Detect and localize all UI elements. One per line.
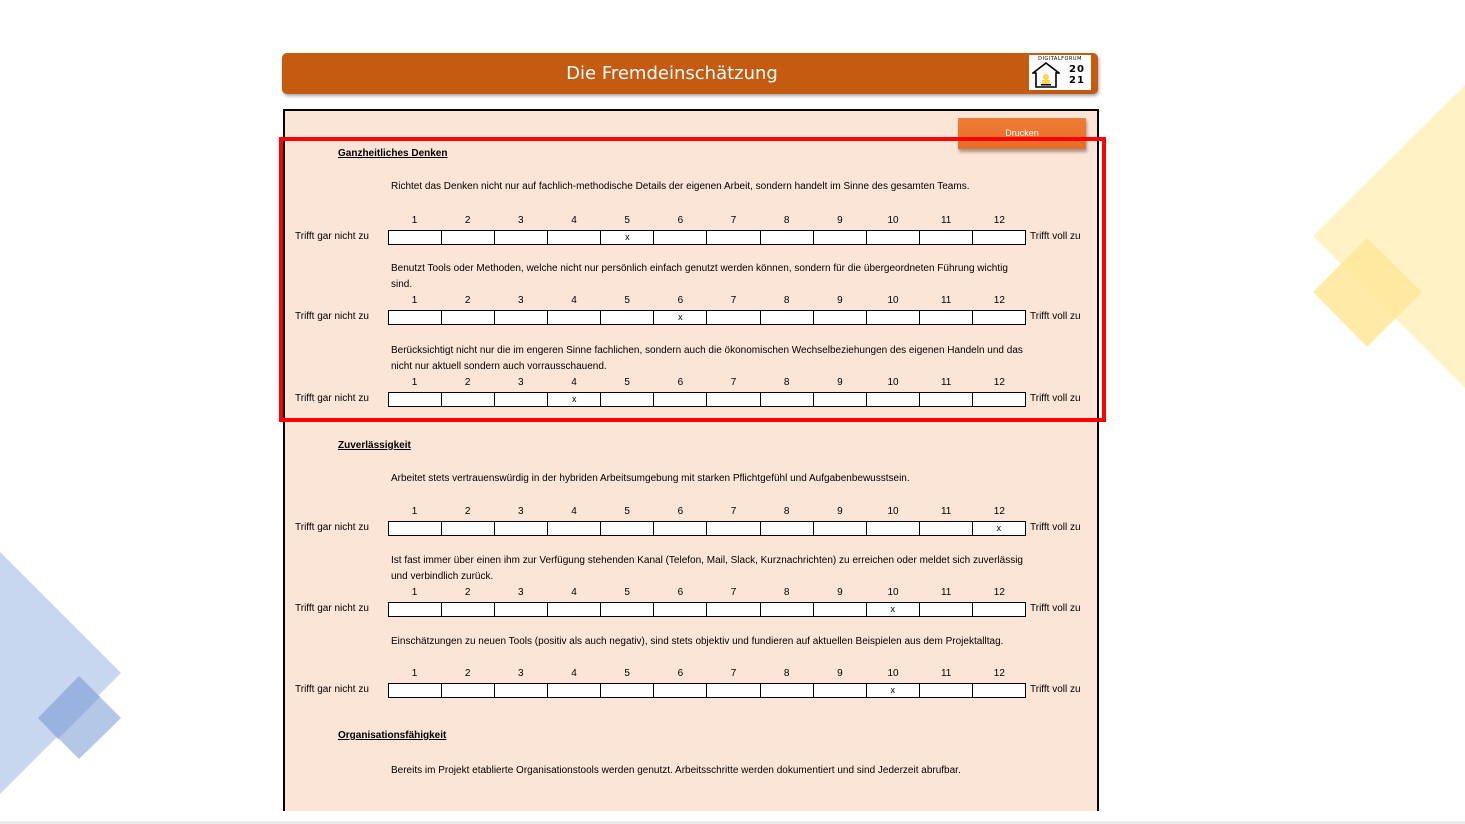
rating-cell-2[interactable] [442,603,495,616]
rating-cell-9[interactable] [814,231,867,244]
rating-cell-1[interactable] [389,684,442,697]
section-heading: Ganzheitliches Denken [338,148,448,159]
rating-cell-11[interactable] [920,393,973,406]
rating-cell-1[interactable] [389,603,442,616]
scale-label-right: Trifft voll zu [1030,393,1081,404]
rating-cell-11[interactable] [920,603,973,616]
rating-cell-5[interactable] [601,522,654,535]
scale-number: 11 [940,587,952,598]
scale-number: 4 [571,377,577,388]
scale-number: 7 [730,587,737,598]
statement-text: Benutzt Tools oder Methoden, welche nicht nur persönlich einfach genutzt werden können, sondern für die übergeordneten Führung wichtig sind. [391,263,1008,290]
scale-number: 7 [730,506,737,517]
scale-number: 2 [464,587,471,598]
rating-cell-3[interactable] [495,603,548,616]
scale-number: 5 [624,295,630,306]
scale-number: 10 [887,295,899,306]
scale-number: 5 [624,587,630,598]
rating-cell-7[interactable] [707,684,760,697]
scale-label-right: Trifft voll zu [1030,311,1081,322]
scale-number: 7 [730,668,737,679]
rating-cell-9[interactable] [814,522,867,535]
scale-number: 8 [783,587,790,598]
scale-number: 6 [677,215,684,226]
scale-number: 4 [571,587,577,598]
rating-cell-5[interactable] [601,311,654,324]
scale-number: 12 [993,668,1005,679]
rating-cell-4[interactable]: x [548,393,601,406]
scale-number: 11 [940,295,952,306]
rating-cell-2[interactable] [442,311,495,324]
rating-cell-7[interactable] [707,393,760,406]
scale-label-right: Trifft voll zu [1030,231,1081,242]
scale-number: 7 [730,377,737,388]
scale-number: 12 [993,587,1005,598]
house-icon [1032,62,1060,88]
rating-cell-9[interactable] [814,311,867,324]
rating-cell-9[interactable] [814,603,867,616]
rating-cell-12[interactable] [973,311,1025,324]
rating-cell-12[interactable] [973,603,1025,616]
scale-label-left: Trifft gar nicht zu [295,684,369,695]
rating-cell-3[interactable] [495,522,548,535]
yellow-diamond-large [1313,85,1465,388]
scale-number: 1 [411,587,418,598]
rating-cell-11[interactable] [920,311,973,324]
scale-number: 9 [837,668,843,679]
scale-number: 8 [783,377,790,388]
scale-number: 6 [677,506,684,517]
scale-number: 4 [571,215,577,226]
rating-cell-7[interactable] [707,603,760,616]
scale-number: 1 [411,668,418,679]
scale-number: 9 [837,506,843,517]
scale-number: 5 [624,506,630,517]
logo-year-bottom: 21 [1069,75,1085,86]
scale-number: 3 [518,506,524,517]
scale-number: 3 [518,587,524,598]
rating-cell-8[interactable] [761,684,814,697]
scale-number: 4 [571,668,577,679]
rating-cell-2[interactable] [442,393,495,406]
rating-cell-11[interactable] [920,522,973,535]
scale-number: 6 [677,587,684,598]
scale-label-left: Trifft gar nicht zu [295,231,369,242]
rating-cell-6[interactable] [654,603,707,616]
rating-cell-5[interactable] [601,393,654,406]
rating-cell-5[interactable] [601,603,654,616]
rating-cell-4[interactable] [548,603,601,616]
rating-cell-6[interactable] [654,684,707,697]
scale-number: 5 [624,668,630,679]
rating-cell-12[interactable] [973,231,1025,244]
rating-cell-10[interactable] [867,231,920,244]
scale-number: 9 [837,377,843,388]
scale-number: 5 [624,377,630,388]
rating-cell-2[interactable] [442,522,495,535]
scale-number: 1 [411,377,418,388]
statement-text: Arbeitet stets vertrauenswürdig in der hybriden Arbeitsumgebung mit starken Pflichtgefühl und Aufgabenbewusstsein. [391,473,910,484]
rating-cell-7[interactable] [707,231,760,244]
scale-number: 12 [993,295,1005,306]
rating-scale [388,310,1026,325]
rating-cell-8[interactable] [761,311,814,324]
rating-sheet [283,109,1099,811]
rating-cell-9[interactable] [814,393,867,406]
rating-cell-5[interactable] [601,684,654,697]
rating-cell-3[interactable] [495,684,548,697]
rating-cell-12[interactable] [973,393,1025,406]
scale-number: 2 [464,506,471,517]
scale-number: 8 [783,668,790,679]
rating-cell-4[interactable] [548,684,601,697]
rating-cell-7[interactable] [707,522,760,535]
title-bar [282,53,1098,94]
rating-cell-1[interactable] [389,311,442,324]
logo-text: DIGITALFORUM [1038,56,1082,62]
statement-text: Richtet das Denken nicht nur auf fachlich-methodische Details der eigenen Arbeit, sondern handelt im Sinne des gesamten Teams. [391,181,970,192]
section-heading: Zuverlässigkeit [338,440,411,451]
scale-number: 8 [783,506,790,517]
rating-cell-2[interactable] [442,684,495,697]
scale-number: 10 [887,215,899,226]
rating-cell-1[interactable] [389,522,442,535]
rating-cell-8[interactable] [761,231,814,244]
scale-number: 2 [464,668,471,679]
rating-scale [388,602,1026,617]
scale-number: 6 [677,377,684,388]
scale-number: 7 [730,215,737,226]
page-title: Die Fremdeinschätzung [566,63,778,84]
scale-number: 4 [571,295,577,306]
scale-number: 3 [518,215,524,226]
rating-cell-8[interactable] [761,522,814,535]
rating-cell-6[interactable] [654,393,707,406]
scale-number: 11 [940,377,952,388]
scale-number: 8 [783,215,790,226]
rating-cell-11[interactable] [920,684,973,697]
scale-number: 2 [464,215,471,226]
rating-cell-6[interactable] [654,522,707,535]
scale-number: 12 [993,377,1005,388]
rating-cell-1[interactable] [389,393,442,406]
rating-cell-12[interactable] [973,684,1025,697]
scale-label-right: Trifft voll zu [1030,522,1081,533]
scale-number: 6 [677,295,684,306]
scale-number: 10 [887,377,899,388]
rating-cell-9[interactable] [814,684,867,697]
rating-cell-10[interactable] [867,393,920,406]
statement-text: Einschätzungen zu neuen Tools (positiv als auch negativ), sind stets objektiv und fundieren auf aktuellen Beispielen aus dem Projektalltag. [391,636,1004,647]
print-button[interactable]: Drucken [958,118,1086,149]
rating-cell-10[interactable]: x [867,684,920,697]
scale-number: 9 [837,295,843,306]
scale-number: 12 [993,215,1005,226]
rating-cell-2[interactable] [442,231,495,244]
scale-label-left: Trifft gar nicht zu [295,393,369,404]
rating-cell-3[interactable] [495,311,548,324]
scale-number: 9 [837,587,843,598]
scale-label-left: Trifft gar nicht zu [295,603,369,614]
scale-number: 7 [730,295,737,306]
rating-cell-3[interactable] [495,231,548,244]
scale-number: 9 [837,215,843,226]
scale-number: 3 [518,377,524,388]
rating-cell-1[interactable] [389,231,442,244]
scale-number: 3 [518,295,524,306]
rating-scale [388,683,1026,698]
statement-text: Berücksichtigt nicht nur die im engeren Sinne fachlichen, sondern auch die ökonomischen Wechselbeziehungen des eigenen Handeln und das nicht nur aktuell sondern auch vorrausschauend. [391,345,1023,372]
scale-number: 8 [783,295,790,306]
rating-cell-4[interactable] [548,231,601,244]
rating-cell-10[interactable] [867,522,920,535]
rating-cell-6[interactable] [654,231,707,244]
scale-number: 10 [887,506,899,517]
rating-scale [388,392,1026,407]
scale-number: 4 [571,506,577,517]
scale-number: 2 [464,295,471,306]
scale-number: 3 [518,668,524,679]
rating-cell-3[interactable] [495,393,548,406]
scale-number: 11 [940,668,952,679]
scale-number: 10 [887,668,899,679]
scale-label-left: Trifft gar nicht zu [295,522,369,533]
scale-number: 5 [624,215,630,226]
rating-cell-6[interactable]: x [654,311,707,324]
rating-cell-8[interactable] [761,603,814,616]
rating-cell-5[interactable]: x [601,231,654,244]
rating-cell-7[interactable] [707,311,760,324]
digitalforum-logo [1029,55,1091,90]
rating-cell-10[interactable]: x [867,603,920,616]
scale-number: 1 [411,295,418,306]
scale-number: 10 [887,587,899,598]
statement-text: Ist fast immer über einen ihm zur Verfügung stehenden Kanal (Telefon, Mail, Slack, Kurznachrichten) zu erreichen oder meldet sich zuverlässig und verbindlich zurück. [391,555,1023,582]
scale-number: 1 [411,215,418,226]
scale-label-right: Trifft voll zu [1030,684,1081,695]
scale-number: 11 [940,506,952,517]
rating-cell-4[interactable] [548,522,601,535]
rating-cell-12[interactable]: x [996,523,1002,533]
rating-cell-11[interactable] [920,231,973,244]
rating-cell-4[interactable] [548,311,601,324]
statement-text: Bereits im Projekt etablierte Organisationstools werden genutzt. Arbeitsschritte werden dokumentiert und sind Jederzeit abrufbar. [391,765,961,776]
scale-number: 11 [940,215,952,226]
scale-label-left: Trifft gar nicht zu [295,311,369,322]
scale-number: 1 [411,506,418,517]
logo-year-top: 20 [1069,64,1085,75]
scale-number: 12 [993,506,1005,517]
scale-number: 2 [464,377,471,388]
scale-number: 6 [677,668,684,679]
rating-scale [388,230,1026,245]
section-heading: Organisationsfähigkeit [338,730,447,741]
rating-cell-10[interactable] [867,311,920,324]
rating-scale [388,521,1026,536]
scale-label-right: Trifft voll zu [1030,603,1081,614]
rating-cell-8[interactable] [761,393,814,406]
blue-diamond-large [0,552,121,794]
